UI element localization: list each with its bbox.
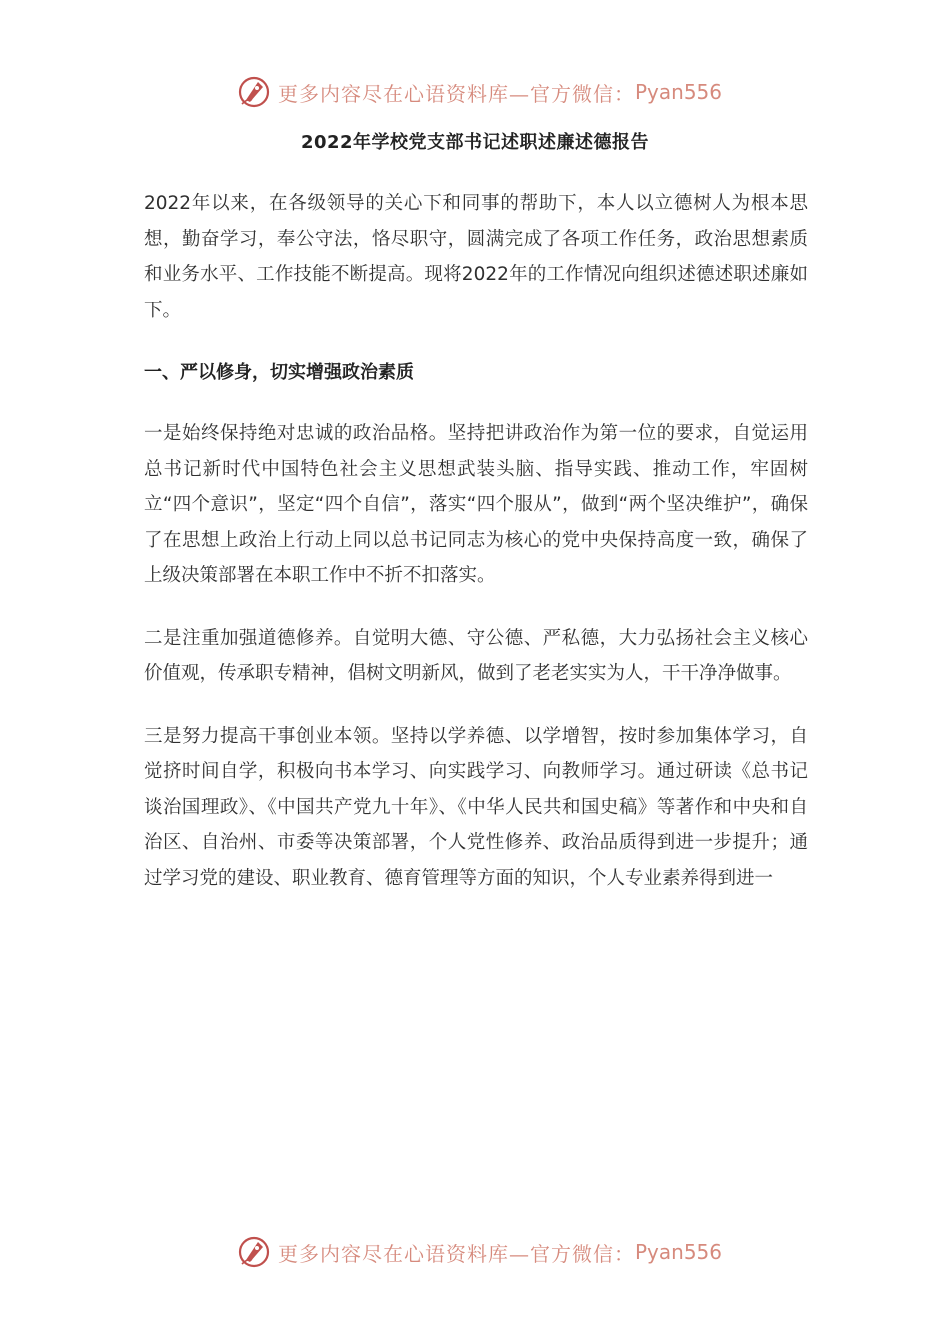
banner-wechat-id: Pyan556: [635, 80, 723, 104]
pen-nib-logo-icon: [236, 1234, 272, 1270]
footer-banner: [0, 1230, 950, 1274]
paragraph-loyalty: 一是始终保持绝对忠诚的政治品格。坚持把讲政治作为第一位的要求，自觉运用总书记新时代中国特色社会主义思想武装头脑、指导实践、推动工作，牢固树立“四个意识”，坚定“四个自信”，落实“四个服从”，做到“两个坚决维护”，确保了在思想上政治上行动上同以总书记同志为核心的党中央保持高度一致，确保了上级决策部署在本职工作中不折不扣落实。: [144, 423, 808, 586]
banner-text: 更多内容尽在心语资料库—官方微信：: [278, 1241, 635, 1266]
section-heading: 一、严以修身，切实增强政治素质: [144, 362, 414, 383]
paragraph-ability: 三是努力提高干事创业本领。坚持以学养德、以学增智，按时参加集体学习，自觉挤时间自学，积极向书本学习、向实践学习、向教师学习。通过研读《总书记谈治国理政》、《中国共产党九十年》、《中华人民共和国史稿》等著作和中央和自治区、自治州、市委等决策部署，个人党性修养、政治品质得到进一步提升；通过学习党的建设、职业教育、德育管理等方面的知识，个人专业素养得到进一: [144, 725, 808, 889]
document-body: [144, 186, 808, 923]
document-title: 2022年学校党支部书记述职述廉述德报告: [300, 132, 650, 153]
paragraph-morality: 二是注重加强道德修养。自觉明大德、守公德、严私德，大力弘扬社会主义核心价值观，传承职专精神，倡树文明新风，做到了老老实实为人，干干净净做事。: [144, 627, 808, 684]
banner-wechat-id: Pyan556: [635, 1240, 723, 1264]
pen-nib-logo-icon: [236, 74, 272, 110]
banner-text: 更多内容尽在心语资料库—官方微信：: [278, 81, 635, 106]
header-banner: [0, 70, 950, 114]
intro-paragraph: 2022年以来，在各级领导的关心下和同事的帮助下，本人以立德树人为根本思想，勤奋学习，奉公守法，恪尽职守，圆满完成了各项工作任务，政治思想素质和业务水平、工作技能不断提高。现将2022年的工作情况向组织述德述职述廉如下。: [144, 193, 808, 321]
